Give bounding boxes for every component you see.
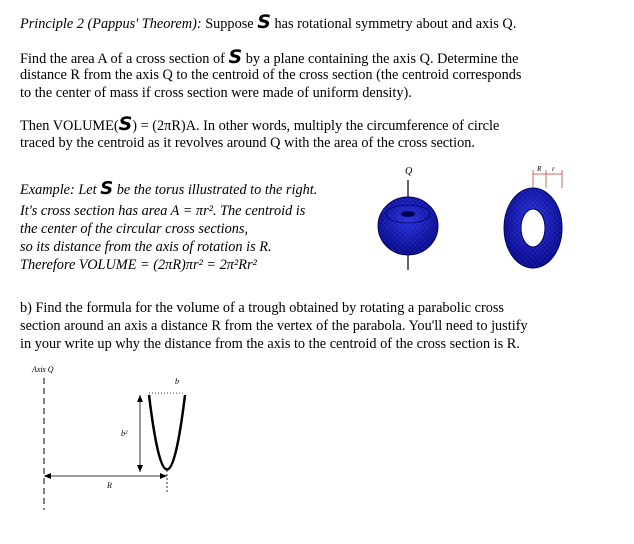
example-text-1a: Example: Let <box>20 182 97 198</box>
example-line-4: so its distance from the axis of rotation is R. <box>20 239 272 255</box>
torus-r-label: r <box>552 165 555 173</box>
torus-front-view <box>504 188 562 268</box>
then-line-2: traced by the centroid as it revolves around Q with the area of the cross section. <box>20 135 475 151</box>
part-b-line-2: section around an axis a distance R from the vertex of the parabola. You'll need to justify <box>20 318 528 334</box>
R-arrow-right <box>160 473 167 479</box>
s-symbol: S <box>257 11 271 33</box>
find-line-1 <box>20 46 519 68</box>
principle-statement-1: Suppose <box>205 16 254 32</box>
example-line-1 <box>20 180 317 199</box>
example-line-3: the center of the circular cross sections, <box>20 221 249 237</box>
s-symbol: S <box>228 46 243 68</box>
then-text-1b: ) = (2πR)A. In other words, multiply the circumference of circle <box>132 118 500 134</box>
s-symbol: S <box>100 178 114 199</box>
torus-axis-label: Q <box>405 166 413 177</box>
parabola-curve <box>149 395 185 470</box>
trough-b2-label: b² <box>121 429 128 438</box>
then-line-1 <box>20 113 500 135</box>
trough-R-label: R <box>107 481 112 490</box>
trough-diagram <box>25 362 205 512</box>
trough-b-label: b <box>175 377 179 386</box>
R-arrow-left <box>44 473 51 479</box>
part-b-line-1: b) Find the formula for the volume of a trough obtained by rotating a parabolic cross <box>20 300 504 316</box>
example-line-2: It's cross section has area A = πr². The centroid is <box>20 203 306 219</box>
find-text-1a: Find the area A of a cross section of <box>20 51 225 67</box>
example-line-5: Therefore VOLUME = (2πR)πr² = 2π²Rr² <box>20 257 257 273</box>
s-symbol: S <box>118 113 133 135</box>
find-line-3: to the center of mass if cross section were made of uniform density). <box>20 85 412 101</box>
torus-side-view <box>378 197 438 255</box>
example-text-1b: be the torus illustrated to the right. <box>116 182 318 198</box>
find-line-2: distance R from the axis Q to the centroid of the cross section (the centroid corresponds <box>20 67 522 83</box>
part-b-line-3: in your write up why the distance from the axis to the centroid of the cross section is R. <box>20 336 520 352</box>
trough-axis-label: Axis Q <box>32 365 54 374</box>
b2-arrow-bottom <box>137 465 143 472</box>
torus-illustration <box>370 158 610 280</box>
then-text-1a: Then VOLUME( <box>20 118 119 134</box>
b2-arrow-top <box>137 395 143 402</box>
principle-line <box>20 11 517 33</box>
find-text-1b: by a plane containing the axis Q. Determine the <box>245 51 519 67</box>
principle-heading: Principle 2 (Pappus' Theorem): <box>20 16 202 32</box>
torus-R-label: R <box>537 165 542 173</box>
principle-statement-2: has rotational symmetry about and axis Q. <box>274 16 517 32</box>
